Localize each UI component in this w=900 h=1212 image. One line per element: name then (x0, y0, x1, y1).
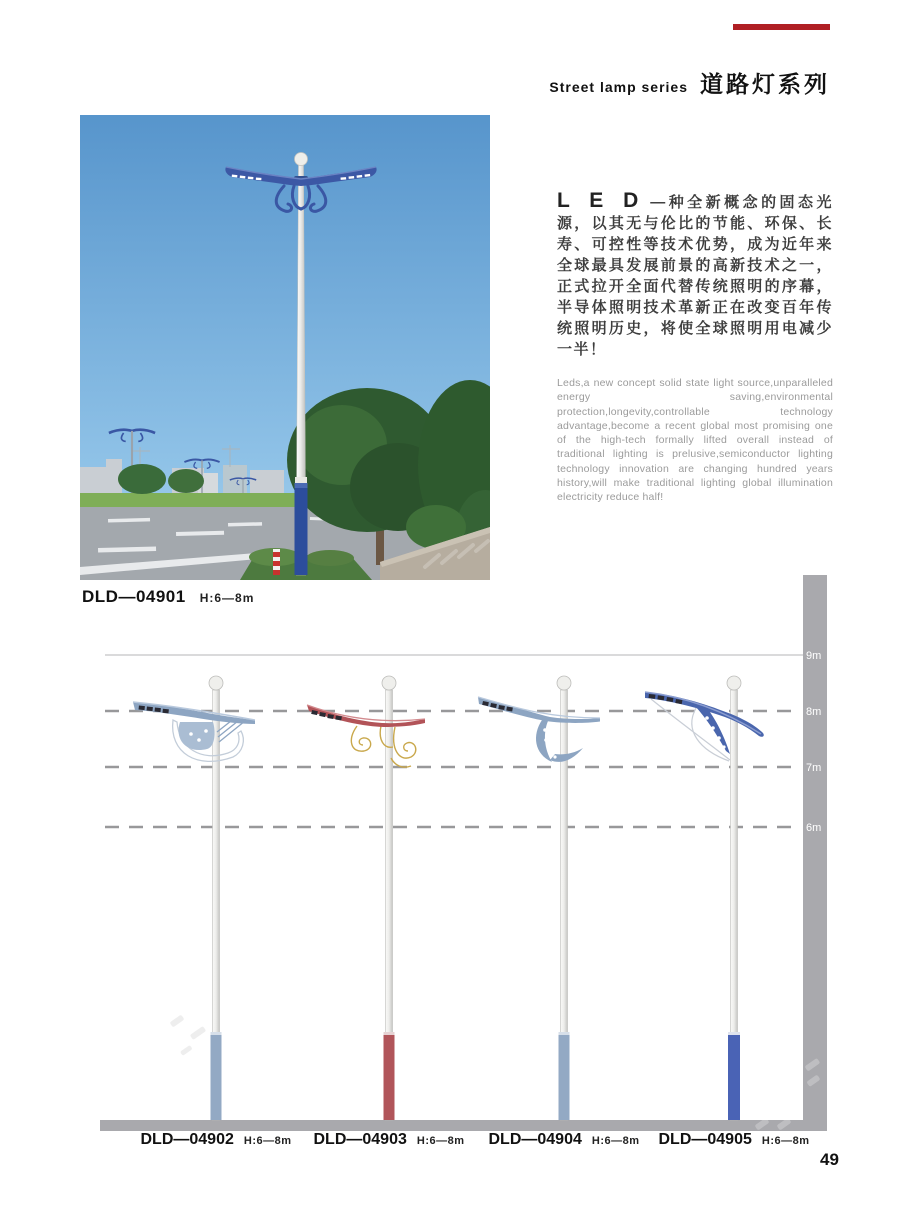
product-code: DLD—04901 (82, 587, 186, 606)
description-block (557, 190, 833, 505)
product-height-spec: H:6—8m (199, 591, 255, 605)
pole-base (559, 1032, 570, 1120)
product-photo (80, 115, 490, 580)
watermark-speckles (170, 1015, 821, 1131)
pole-finial-sphere (295, 153, 308, 166)
gold-scrolls (351, 726, 415, 767)
page-number: 49 (820, 1150, 839, 1169)
lamp-drawing-dld-04902 (133, 676, 255, 1120)
product-code: DLD—04905 (658, 1131, 752, 1148)
lamp-drawing-dld-04903 (307, 676, 425, 1120)
drawing-canvas (95, 570, 840, 1165)
sleeve-cap (295, 483, 308, 488)
pole-base (384, 1032, 395, 1120)
pole-base (728, 1032, 740, 1120)
lamp-drawing-dld-04905 (645, 676, 764, 1120)
pole-finial-sphere (557, 676, 571, 690)
ground-bar (100, 1120, 827, 1131)
description-zh (557, 190, 833, 360)
scale-label-8m: 8m (806, 706, 822, 718)
header-title-en: Street lamp series (549, 79, 688, 95)
shrub (306, 550, 354, 566)
base-cap (384, 1032, 395, 1035)
photo-scene (80, 115, 490, 580)
pole-collar (295, 477, 307, 483)
pole-finial-sphere (209, 676, 223, 690)
pole-base (211, 1032, 222, 1120)
product-height-spec: H:6—8m (591, 1135, 640, 1147)
description-en-text: Leds,a new concept solid state light source,unparalleled energy saving,environmental protection,longevity,controllable technology advantage,become a recent global most promising one of the high-tech formally lifted overall instead of traditional lighting is prelusive,semiconductor lighting technology innovation are changing hundred years history,will make traditional lighting global illumination electricity reduce half! (557, 377, 833, 504)
header-accent-line (733, 24, 830, 30)
base-cap (559, 1032, 570, 1035)
pole-finial-sphere (727, 676, 741, 690)
scale-label-6m: 6m (806, 822, 822, 834)
product-labels-row (95, 1131, 840, 1161)
product-label-dld-04903 (314, 1131, 465, 1149)
product-height-spec: H:6—8m (243, 1135, 292, 1147)
leaf-ornament (179, 722, 215, 750)
page-header (549, 66, 830, 99)
lamp-drawing-dld-04904 (478, 676, 600, 1120)
technical-drawing (95, 570, 840, 1165)
product-code: DLD—04904 (488, 1131, 582, 1148)
scale-label-9m: 9m (806, 650, 822, 662)
product-code: DLD—04902 (140, 1131, 234, 1148)
description-zh-text: —种全新概念的固态光源，以其无与伦比的节能、环保、长寿、可控性等技术优势，成为近年来全球最具发展前景的高新技术之一，正式拉开全面代替传统照明的序幕，半导体照明技术革新正在改变百年传统照明历史，将使全球照明用电减少一半！ (557, 194, 833, 358)
header-title-zh: 道路灯系列 (700, 71, 830, 97)
scale-label-7m: 7m (806, 762, 822, 774)
product-height-spec: H:6—8m (416, 1135, 465, 1147)
base-cap (728, 1032, 740, 1035)
product-label-dld-04902 (141, 1131, 292, 1149)
product-label-dld-04904 (489, 1131, 640, 1149)
base-cap (211, 1032, 222, 1035)
hook-ornament (536, 720, 552, 762)
pole-blue-sleeve (295, 483, 308, 575)
product-label-dld-04905 (659, 1131, 810, 1149)
pole-finial-sphere (382, 676, 396, 690)
lamp-arm (133, 702, 255, 724)
product-code: DLD—04903 (313, 1131, 407, 1148)
led-label: L E D (557, 189, 645, 212)
product-height-spec: H:6—8m (761, 1135, 810, 1147)
